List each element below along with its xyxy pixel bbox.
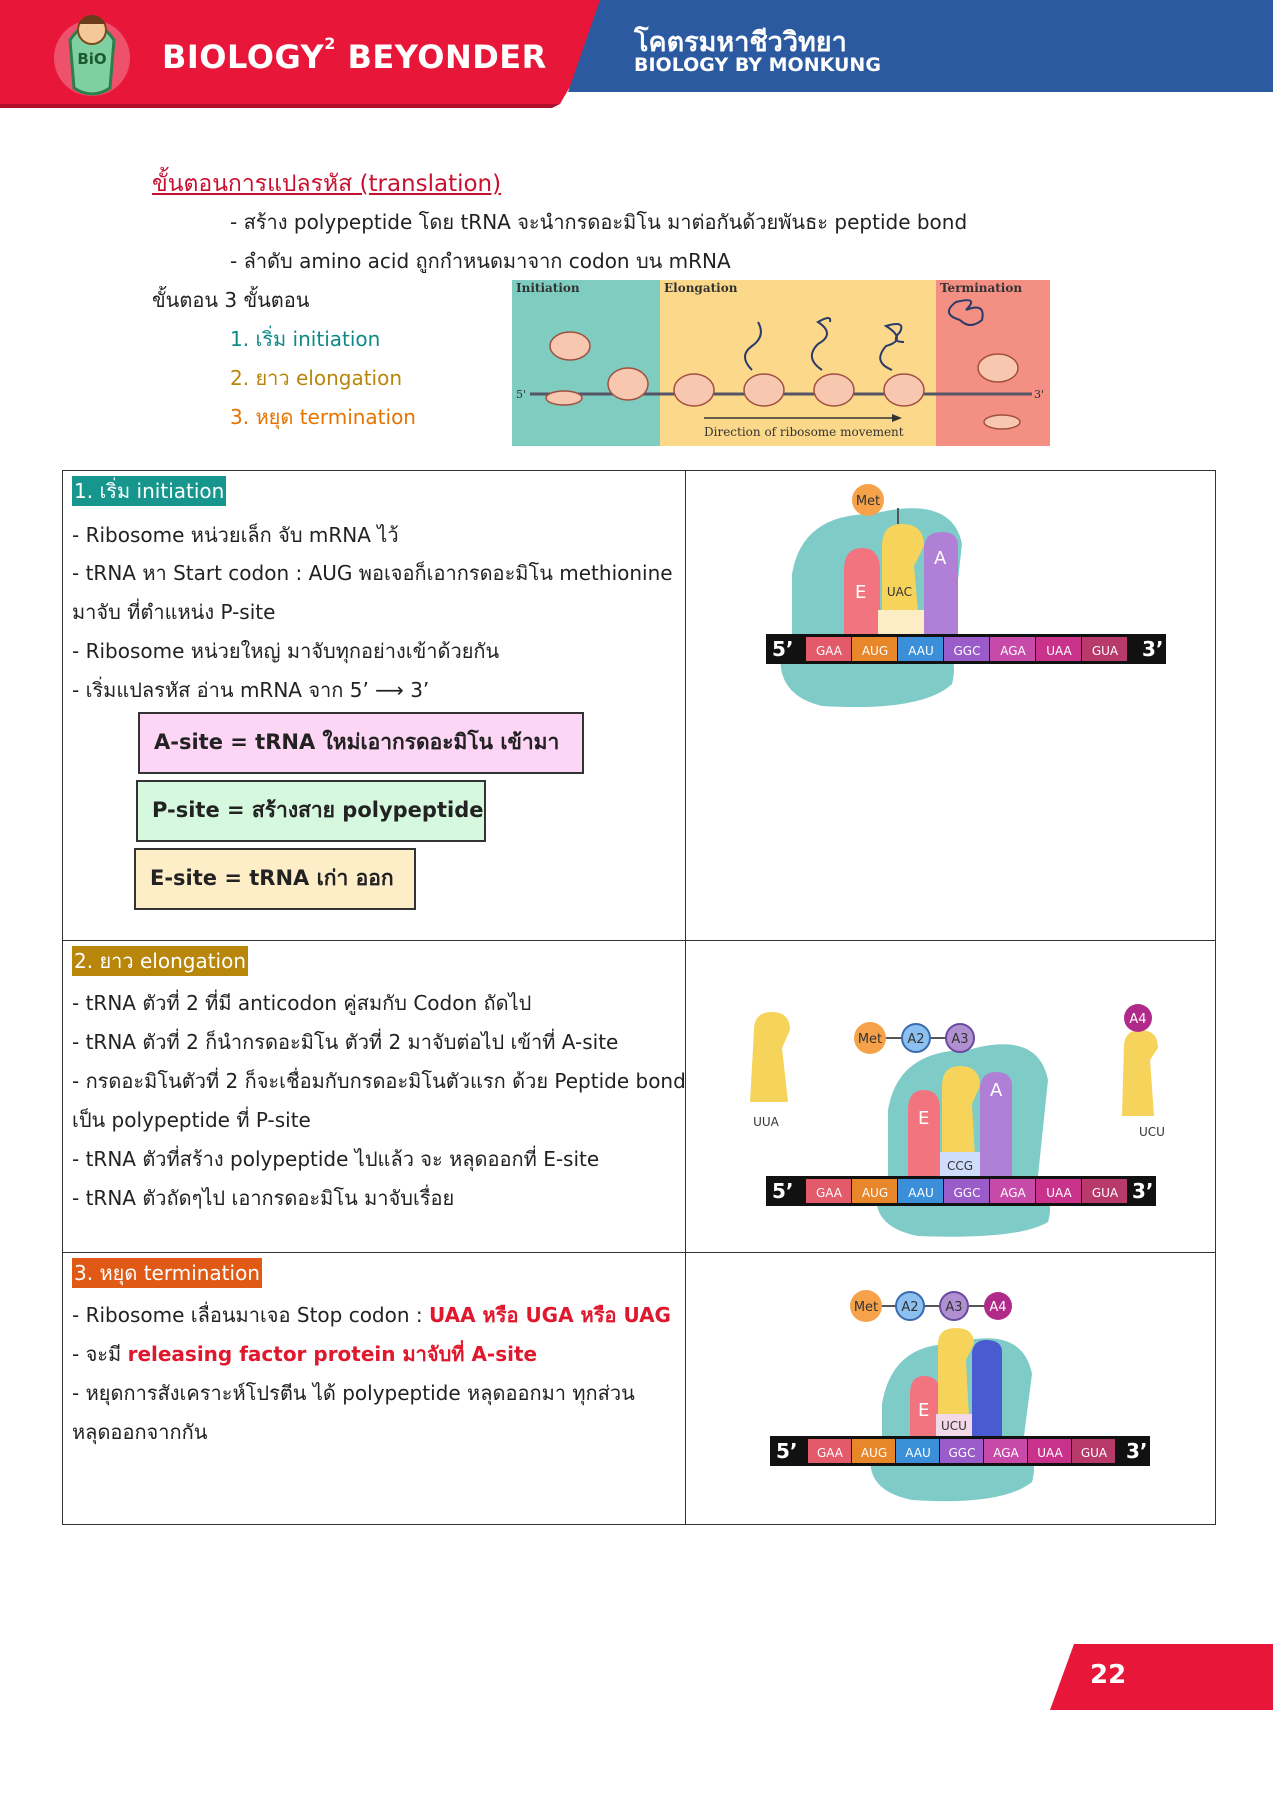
svg-text:UUA: UUA — [753, 1115, 779, 1129]
codon-label: GAA — [815, 1186, 843, 1200]
brand-title: BIOLOGY$^2$ BEYONDER — [162, 34, 547, 76]
svg-text:E: E — [918, 1400, 930, 1421]
svg-text:A3: A3 — [945, 1300, 963, 1315]
figure-termination-label: Termination — [940, 281, 1023, 295]
figure-five-prime: 5' — [516, 388, 527, 401]
codon-label: GUA — [1091, 644, 1119, 658]
stage3-line-1: - Ribosome เลื่อนมาเจอ Stop codon : UAA หรือ UGA หรือ UAG — [72, 1303, 671, 1327]
codon-label: AUG — [861, 1186, 889, 1200]
svg-text:3’: 3’ — [1126, 1439, 1148, 1463]
initiation-diagram — [762, 484, 1172, 716]
codon-label: GUA — [1080, 1446, 1108, 1460]
stage2-line: - กรดอะมิโนตัวที่ 2 ก็จะเชื่อมกับกรดอะมิโนตัวแรก ด้วย Peptide bond — [72, 1069, 686, 1093]
a-label: A — [934, 548, 947, 569]
codon-label: AAU — [905, 1446, 931, 1460]
page-number-tab — [1050, 1644, 1273, 1710]
codon-label: UAA — [1046, 1186, 1072, 1200]
termination-diagram — [762, 1284, 1162, 1516]
step-1-label: 1. เริ่ม initiation — [230, 327, 381, 351]
svg-text:A2: A2 — [901, 1300, 919, 1315]
stage3-tag: 3. หยุด termination — [72, 1258, 262, 1288]
codon-label: GAA — [815, 644, 843, 658]
figure-initiation-label: Initiation — [516, 281, 580, 295]
table-column-divider — [685, 470, 686, 1525]
codon-label: AGA — [993, 1446, 1019, 1460]
stage1-line: - Ribosome หน่วยเล็ก จับ mRNA ไว้ — [72, 523, 399, 547]
stage3-line-2: - จะมี releasing factor protein มาจับที่ A-site — [72, 1342, 538, 1366]
svg-text:E: E — [918, 1108, 930, 1129]
svg-text:A2: A2 — [907, 1032, 925, 1047]
svg-text:UCU: UCU — [1139, 1125, 1165, 1139]
mrna-3prime: 3’ — [1142, 637, 1164, 661]
stage1-cell — [72, 476, 226, 506]
figure-elongation-label: Elongation — [664, 281, 738, 295]
codon-label: AAU — [908, 644, 934, 658]
table-row-divider-1 — [62, 940, 1216, 941]
intro-bullet-1: - สร้าง polypeptide โดย tRNA จะนำกรดอะมิโน มาต่อกันด้วยพันธะ peptide bond — [230, 210, 968, 234]
stage1-tag: 1. เริ่ม initiation — [72, 476, 226, 506]
step-3-label: 3. หยุด termination — [230, 405, 416, 429]
stage2-cell — [72, 946, 248, 976]
svg-text:5’: 5’ — [772, 1179, 794, 1203]
section-title: ขั้นตอนการแปลรหัส (translation) — [152, 171, 502, 197]
translation-overview-figure — [512, 280, 1050, 446]
codon-label: GGC — [953, 1186, 981, 1200]
codon-label: GAA — [816, 1446, 844, 1460]
stage2-line: - tRNA ตัวที่ 2 ที่มี anticodon คู่สมกับ Codon ถัดไป — [72, 991, 532, 1015]
elongation-diagram — [738, 1000, 1178, 1240]
step-2-label: 2. ยาว elongation — [230, 366, 403, 390]
svg-text:A4: A4 — [1129, 1012, 1147, 1027]
stage2-tag: 2. ยาว elongation — [72, 946, 248, 976]
steps-label: ขั้นตอน 3 ขั้นตอน — [152, 288, 310, 312]
svg-text:Met: Met — [853, 1300, 879, 1315]
page-header — [0, 0, 1273, 108]
svg-text:A3: A3 — [951, 1032, 969, 1047]
svg-text:CCG: CCG — [946, 1159, 974, 1173]
svg-text:A: A — [990, 1080, 1003, 1101]
incoming-trna-icon — [1122, 1030, 1158, 1116]
stage2-line: - tRNA ตัวที่ 2 ก็นำกรดอะมิโน ตัวที่ 2 มาจับต่อไป เข้าที่ A-site — [72, 1030, 619, 1054]
a-site-box: A-site = tRNA ใหม่เอากรดอะมิโน เข้ามา — [138, 712, 584, 774]
table-row-divider-2 — [62, 1252, 1216, 1253]
stage2-line: เป็น polypeptide ที่ P-site — [72, 1108, 311, 1132]
codon-label: AAU — [908, 1186, 934, 1200]
leaving-trna-icon — [750, 1012, 790, 1102]
stage2-line: - tRNA ตัวถัดๆไป เอากรดอะมิโน มาจับเรื่อย — [72, 1186, 455, 1210]
codon-label: AUG — [861, 644, 889, 658]
anticodon-label: UAC — [886, 585, 912, 599]
codon-label: AGA — [1000, 1186, 1026, 1200]
stage1-line: - Ribosome หน่วยใหญ่ มาจับทุกอย่างเข้าด้วยกัน — [72, 639, 500, 663]
e-site-box: E-site = tRNA เก่า ออก — [134, 848, 416, 910]
svg-text:UCU: UCU — [941, 1419, 967, 1433]
codon-label: GUA — [1091, 1186, 1119, 1200]
codon-label: GGC — [953, 644, 981, 658]
stage1-line: มาจับ ที่ตำแหน่ง P-site — [72, 600, 276, 624]
logo-text: BiO — [77, 50, 107, 68]
codon-label: AGA — [1000, 644, 1026, 658]
figure-three-prime: 3' — [1034, 388, 1045, 401]
met-label: Met — [855, 494, 881, 509]
header-subtitle: BIOLOGY BY MONKUNG — [634, 54, 881, 76]
thai-title: โคตรมหาชีววิทยา — [634, 27, 847, 58]
stage2-line: - tRNA ตัวที่สร้าง polypeptide ไปแล้ว จะ หลุดออกที่ E-site — [72, 1147, 600, 1171]
svg-text:Met: Met — [857, 1032, 883, 1047]
stage1-line: - tRNA หา Start codon : AUG พอเจอก็เอากรดอะมิโน methionine — [72, 561, 673, 585]
codon-label: UAA — [1046, 644, 1072, 658]
e-label: E — [855, 582, 867, 603]
codon-label: GGC — [948, 1446, 976, 1460]
p-site-box: P-site = สร้างสาย polypeptide — [136, 780, 486, 842]
stage1-line: - เริ่มแปลรหัส อ่าน mRNA จาก 5’ ⟶ 3’ — [72, 678, 430, 702]
codon-label: AUG — [860, 1446, 888, 1460]
stage3-line-3: - หยุดการสังเคราะห์โปรตีน ได้ polypeptide หลุดออกมา ทุกส่วน — [72, 1381, 635, 1405]
stage3-cell — [72, 1258, 262, 1288]
svg-text:A4: A4 — [989, 1300, 1007, 1315]
svg-text:5’: 5’ — [776, 1439, 798, 1463]
release-factor-icon — [972, 1340, 1002, 1436]
codon-label: UAA — [1037, 1446, 1063, 1460]
svg-text:3’: 3’ — [1132, 1179, 1154, 1203]
figure-direction-label: Direction of ribosome movement — [704, 425, 904, 439]
stage3-line-4: หลุดออกจากกัน — [72, 1420, 208, 1444]
page-number: 22 — [1090, 1660, 1127, 1690]
intro-bullet-2: - ลำดับ amino acid ถูกกำหนดมาจาก codon บน mRNA — [230, 249, 731, 273]
mrna-5prime: 5’ — [772, 637, 794, 661]
